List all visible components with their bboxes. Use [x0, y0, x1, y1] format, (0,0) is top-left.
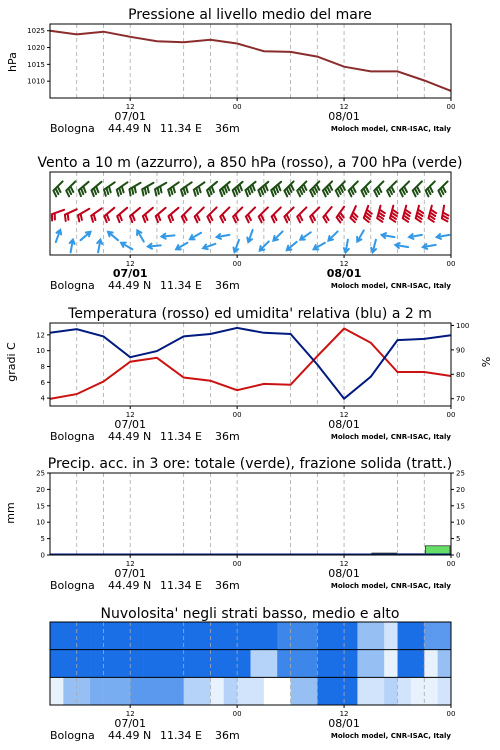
- y-tick-label: 6: [40, 378, 45, 387]
- wind-barb: [195, 207, 204, 222]
- wind-barb: [207, 207, 216, 222]
- cloud-cell: [357, 650, 371, 678]
- day-label: 07/01: [112, 267, 148, 280]
- cloud-cell: [331, 622, 345, 650]
- wind-barb: [207, 182, 217, 196]
- cloud-cell: [50, 677, 64, 705]
- location-lat: 44.49 N: [108, 279, 152, 292]
- model-source: Moloch model, CNR-ISAC, Italy: [330, 125, 451, 133]
- wind-barb: [233, 207, 242, 222]
- cloud-title: Nuvolosita' negli strati basso, medio e alto: [100, 606, 400, 622]
- day-label: 08/01: [328, 418, 360, 431]
- wind-barb: [437, 234, 450, 239]
- cloud-cell: [197, 622, 211, 650]
- wind-barb: [395, 243, 408, 248]
- cloud-cell: [77, 677, 91, 705]
- wind-barb: [108, 232, 118, 240]
- plot-frame: [50, 24, 451, 98]
- wind-barb: [92, 182, 102, 196]
- wind-barb: [377, 206, 385, 222]
- wind-barb: [374, 181, 383, 196]
- wind-barb: [121, 243, 132, 250]
- day-label: 07/01: [114, 110, 147, 123]
- y-tick-label: 20: [36, 485, 45, 494]
- wind-barb: [155, 183, 166, 196]
- y-tick-label: 1010: [27, 77, 45, 86]
- wind-barb: [337, 207, 345, 223]
- cloud-cell: [438, 622, 452, 650]
- cloud-cell: [90, 650, 104, 678]
- y-tick-label: 25: [36, 469, 45, 478]
- wind-barb: [272, 207, 281, 222]
- x-tick-label: 00: [446, 260, 456, 268]
- wind-barb: [259, 207, 268, 222]
- wind-barb: [413, 181, 422, 196]
- wind-barb: [181, 182, 192, 196]
- wind-barb: [423, 244, 436, 249]
- cloud-cell: [264, 622, 278, 650]
- cloud-panel: [50, 606, 455, 742]
- wind-barb: [403, 206, 411, 222]
- cloud-cell: [277, 622, 291, 650]
- location-alt: 36m: [215, 729, 240, 742]
- wind-barb: [142, 183, 153, 196]
- wind-barb: [247, 230, 252, 242]
- y-tick-label: 70: [456, 395, 465, 404]
- wind-barb: [81, 232, 91, 240]
- cloud-cell: [224, 650, 238, 678]
- cloud-cell: [157, 622, 171, 650]
- x-tick-label: 12: [125, 260, 135, 268]
- temperature-ylabel: gradi C: [5, 342, 18, 382]
- cloud-cell: [344, 650, 358, 678]
- wind-barb: [246, 207, 255, 222]
- cloud-cell: [344, 677, 358, 705]
- cloud-cell: [117, 677, 131, 705]
- wind-barb: [190, 233, 201, 240]
- cloud-cell: [117, 622, 131, 650]
- y-tick-label: 8: [40, 362, 45, 371]
- x-tick-label: 12: [339, 260, 349, 268]
- wind-barb: [357, 230, 364, 241]
- pressure-panel: [6, 7, 455, 135]
- cloud-cell: [144, 622, 158, 650]
- model-source: Moloch model, CNR-ISAC, Italy: [330, 732, 451, 740]
- wind-barb: [176, 243, 187, 250]
- cloud-cell: [304, 650, 318, 678]
- wind-title: Vento a 10 m (azzurro), a 850 hPa (rosso), a 700 hPa (verde): [37, 155, 463, 171]
- location-lat: 44.49 N: [108, 729, 152, 742]
- wind-barb: [246, 182, 256, 196]
- wind-barb: [382, 233, 395, 238]
- cloud-cell: [438, 650, 452, 678]
- cloud-cell: [184, 650, 198, 678]
- wind-barb: [310, 207, 319, 222]
- cloud-cell: [103, 677, 117, 705]
- cloud-cell: [277, 677, 291, 705]
- cloud-cell: [103, 622, 117, 650]
- cloud-cell: [384, 677, 398, 705]
- wind-barb: [137, 230, 144, 241]
- wind-barb: [234, 240, 240, 252]
- wind-barb: [349, 181, 358, 196]
- wind-barb: [78, 209, 89, 222]
- cloud-cell: [317, 650, 331, 678]
- humidity-ylabel: %: [480, 356, 493, 368]
- cloud-cell: [251, 650, 265, 678]
- wind-barb: [56, 230, 61, 242]
- x-tick-label: 12: [339, 560, 349, 568]
- cloud-cell: [210, 622, 224, 650]
- location-lat: 44.49 N: [108, 579, 152, 592]
- x-tick-label: 12: [125, 710, 135, 718]
- location-lon: 11.34 E: [160, 729, 202, 742]
- cloud-cell: [424, 622, 438, 650]
- wind-barb: [162, 234, 175, 239]
- cloud-cell: [210, 677, 224, 705]
- x-tick-label: 12: [125, 560, 135, 568]
- wind-barb: [297, 181, 306, 196]
- cloud-cell: [237, 677, 251, 705]
- x-tick-label: 12: [339, 411, 349, 419]
- cloud-cell: [77, 622, 91, 650]
- y-tick-label: 4: [40, 394, 45, 403]
- day-label: 08/01: [328, 567, 360, 580]
- y-tick-label: 12: [36, 331, 45, 340]
- location-alt: 36m: [215, 430, 240, 443]
- cloud-cell: [411, 677, 425, 705]
- wind-barb: [284, 181, 293, 196]
- wind-barb: [371, 240, 376, 253]
- cloud-cell: [251, 677, 265, 705]
- wind-barb: [182, 207, 191, 222]
- cloud-cell: [90, 677, 104, 705]
- cloud-cell: [63, 650, 77, 678]
- temperature-panel: [5, 306, 493, 443]
- cloud-cell: [384, 650, 398, 678]
- cloud-cell: [398, 677, 412, 705]
- location-lon: 11.34 E: [160, 279, 202, 292]
- wind-barb: [409, 234, 422, 239]
- cloud-cell: [317, 677, 331, 705]
- wind-barb: [168, 182, 179, 196]
- cloud-cell: [170, 677, 184, 705]
- y-tick-label: 15: [36, 502, 45, 511]
- model-source: Moloch model, CNR-ISAC, Italy: [330, 433, 451, 441]
- cloud-cell: [317, 622, 331, 650]
- y-tick-label: 1015: [27, 60, 45, 69]
- cloud-cell: [251, 622, 265, 650]
- cloud-cell: [50, 650, 64, 678]
- wind-barb: [350, 206, 357, 222]
- pressure-title: Pressione al livello medio del mare: [128, 7, 372, 23]
- wind-barb: [233, 182, 243, 196]
- model-source: Moloch model, CNR-ISAC, Italy: [330, 282, 451, 290]
- wind-barb: [143, 208, 153, 222]
- cloud-cell: [357, 677, 371, 705]
- location-city: Bologna: [50, 579, 95, 592]
- x-tick-label: 00: [446, 103, 456, 111]
- cloud-cell: [291, 622, 305, 650]
- wind-barb: [53, 181, 62, 196]
- temperature-title: Temperatura (rosso) ed umidita' relativa (blu) a 2 m: [68, 306, 432, 322]
- precipitation-panel: [4, 456, 465, 592]
- plot-frame: [50, 473, 451, 555]
- cloud-cell: [103, 650, 117, 678]
- wind-barb: [117, 208, 127, 222]
- wind-barb: [400, 181, 409, 196]
- cloud-cell: [331, 650, 345, 678]
- cloud-cell: [50, 622, 64, 650]
- cloud-cell: [144, 650, 158, 678]
- cloud-cell: [277, 650, 291, 678]
- wind-barb: [344, 240, 349, 253]
- y-tick-label: 0: [456, 551, 461, 560]
- cloud-cell: [63, 622, 77, 650]
- location-alt: 36m: [215, 279, 240, 292]
- cloud-cell: [157, 677, 171, 705]
- location-lon: 11.34 E: [160, 579, 202, 592]
- cloud-cell: [398, 650, 412, 678]
- location-lat: 44.49 N: [108, 430, 152, 443]
- cloud-cell: [237, 622, 251, 650]
- x-tick-label: 00: [232, 710, 242, 718]
- cloud-cell: [438, 677, 452, 705]
- y-tick-label: 1020: [27, 44, 45, 53]
- wind-barb: [426, 181, 435, 196]
- wind-barb: [300, 232, 311, 239]
- wind-barb: [387, 181, 396, 196]
- wind-barb: [429, 206, 437, 222]
- wind-barb: [361, 181, 370, 196]
- cloud-cell: [264, 650, 278, 678]
- cloud-cell: [224, 677, 238, 705]
- x-tick-label: 00: [232, 560, 242, 568]
- y-tick-label: 10: [36, 518, 45, 527]
- wind-barb: [297, 207, 306, 222]
- cloud-cell: [130, 622, 144, 650]
- cloud-cell: [384, 622, 398, 650]
- x-tick-label: 00: [446, 411, 456, 419]
- wind-barb: [273, 231, 282, 240]
- wind-barb: [117, 182, 128, 196]
- wind-barb: [79, 182, 89, 196]
- day-label: 08/01: [326, 267, 362, 280]
- precipitation-title: Precip. acc. in 3 ore: totale (verde), frazione solida (tratt.): [47, 456, 453, 472]
- wind-barb: [104, 182, 115, 196]
- y-tick-label: 1025: [27, 27, 45, 36]
- cloud-cell: [357, 622, 371, 650]
- cloud-cell: [184, 677, 198, 705]
- x-tick-label: 12: [339, 710, 349, 718]
- cloud-cell: [371, 622, 385, 650]
- cloud-cell: [344, 622, 358, 650]
- cloud-cell: [63, 677, 77, 705]
- cloud-cell: [304, 622, 318, 650]
- cloud-cell: [90, 622, 104, 650]
- cloud-cell: [424, 677, 438, 705]
- location-alt: 36m: [215, 579, 240, 592]
- wind-barb: [336, 181, 345, 196]
- cloud-cell: [184, 622, 198, 650]
- temperature-series-line: [50, 329, 451, 399]
- wind-barb: [52, 210, 64, 221]
- wind-barb: [271, 182, 281, 196]
- location-city: Bologna: [50, 122, 95, 135]
- wind-barb: [314, 243, 325, 250]
- day-label: 08/01: [328, 110, 360, 123]
- y-tick-label: 25: [456, 469, 465, 478]
- wind-barb: [323, 207, 331, 222]
- wind-barb: [287, 242, 297, 250]
- day-label: 08/01: [328, 717, 360, 730]
- wind-barb: [217, 234, 230, 239]
- x-tick-label: 12: [125, 103, 135, 111]
- location-lon: 11.34 E: [160, 430, 202, 443]
- y-tick-label: 15: [456, 502, 465, 511]
- x-tick-label: 00: [446, 560, 456, 568]
- cloud-cell: [170, 650, 184, 678]
- cloud-cell: [224, 622, 238, 650]
- wind-barb: [220, 182, 230, 196]
- wind-barb: [203, 244, 215, 249]
- cloud-cell: [77, 650, 91, 678]
- day-label: 07/01: [114, 418, 147, 431]
- x-tick-label: 00: [232, 411, 242, 419]
- cloud-cell: [304, 677, 318, 705]
- wind-barb: [323, 181, 332, 196]
- wind-barb: [442, 206, 449, 222]
- y-tick-label: 5: [40, 535, 45, 544]
- wind-barb: [169, 208, 179, 222]
- wind-barb: [258, 182, 268, 196]
- cloud-cell: [237, 650, 251, 678]
- cloud-cell: [144, 677, 158, 705]
- wind-barb: [328, 231, 337, 240]
- location-city: Bologna: [50, 430, 95, 443]
- wind-barb: [91, 208, 102, 222]
- pressure-series-line: [50, 31, 451, 91]
- x-tick-label: 12: [125, 411, 135, 419]
- wind-barb: [129, 183, 140, 196]
- cloud-cell: [424, 650, 438, 678]
- cloud-cell: [291, 650, 305, 678]
- x-tick-label: 12: [339, 103, 349, 111]
- y-tick-label: 5: [456, 535, 461, 544]
- y-tick-label: 100: [456, 321, 470, 330]
- location-lon: 11.34 E: [160, 122, 202, 135]
- cloud-cell: [130, 677, 144, 705]
- y-tick-label: 10: [456, 518, 465, 527]
- wind-barb: [70, 240, 75, 253]
- y-tick-label: 10: [36, 347, 45, 356]
- cloud-cell: [411, 650, 425, 678]
- x-tick-label: 00: [446, 710, 456, 718]
- cloud-cell: [170, 622, 184, 650]
- cloud-cell: [264, 677, 278, 705]
- cloud-cell: [291, 677, 305, 705]
- cloud-cell: [371, 650, 385, 678]
- pressure-ylabel: hPa: [6, 52, 19, 72]
- cloud-cell: [197, 650, 211, 678]
- x-tick-label: 00: [232, 260, 242, 268]
- wind-barb: [194, 182, 205, 196]
- y-tick-label: 90: [456, 346, 465, 355]
- cloud-cell: [210, 650, 224, 678]
- precipitation-ylabel: mm: [4, 502, 17, 524]
- cloud-cell: [398, 622, 412, 650]
- wind-barb: [65, 209, 77, 221]
- cloud-cell: [117, 650, 131, 678]
- location-alt: 36m: [215, 122, 240, 135]
- day-label: 07/01: [114, 567, 147, 580]
- cloud-cell: [411, 622, 425, 650]
- day-label: 07/01: [114, 717, 147, 730]
- wind-panel: [37, 155, 462, 292]
- wind-barb: [220, 207, 229, 222]
- wind-barb: [130, 208, 140, 222]
- location-lat: 44.49 N: [108, 122, 152, 135]
- cloud-cell: [130, 650, 144, 678]
- y-tick-label: 0: [40, 551, 45, 560]
- location-city: Bologna: [50, 279, 95, 292]
- wind-barb: [390, 206, 398, 222]
- y-tick-label: 80: [456, 370, 465, 379]
- cloud-cell: [157, 650, 171, 678]
- x-tick-label: 00: [232, 103, 242, 111]
- wind-barb: [97, 240, 102, 253]
- model-source: Moloch model, CNR-ISAC, Italy: [330, 582, 451, 590]
- cloud-cell: [331, 677, 345, 705]
- wind-barb: [148, 244, 161, 249]
- y-tick-label: 20: [456, 485, 465, 494]
- wind-barb: [284, 207, 293, 222]
- cloud-cell: [371, 677, 385, 705]
- cloud-cell: [197, 677, 211, 705]
- wind-barb: [416, 206, 424, 222]
- wind-barb: [66, 181, 75, 196]
- location-city: Bologna: [50, 729, 95, 742]
- wind-barb: [438, 181, 447, 196]
- wind-barb: [310, 181, 319, 196]
- wind-barb: [104, 208, 114, 222]
